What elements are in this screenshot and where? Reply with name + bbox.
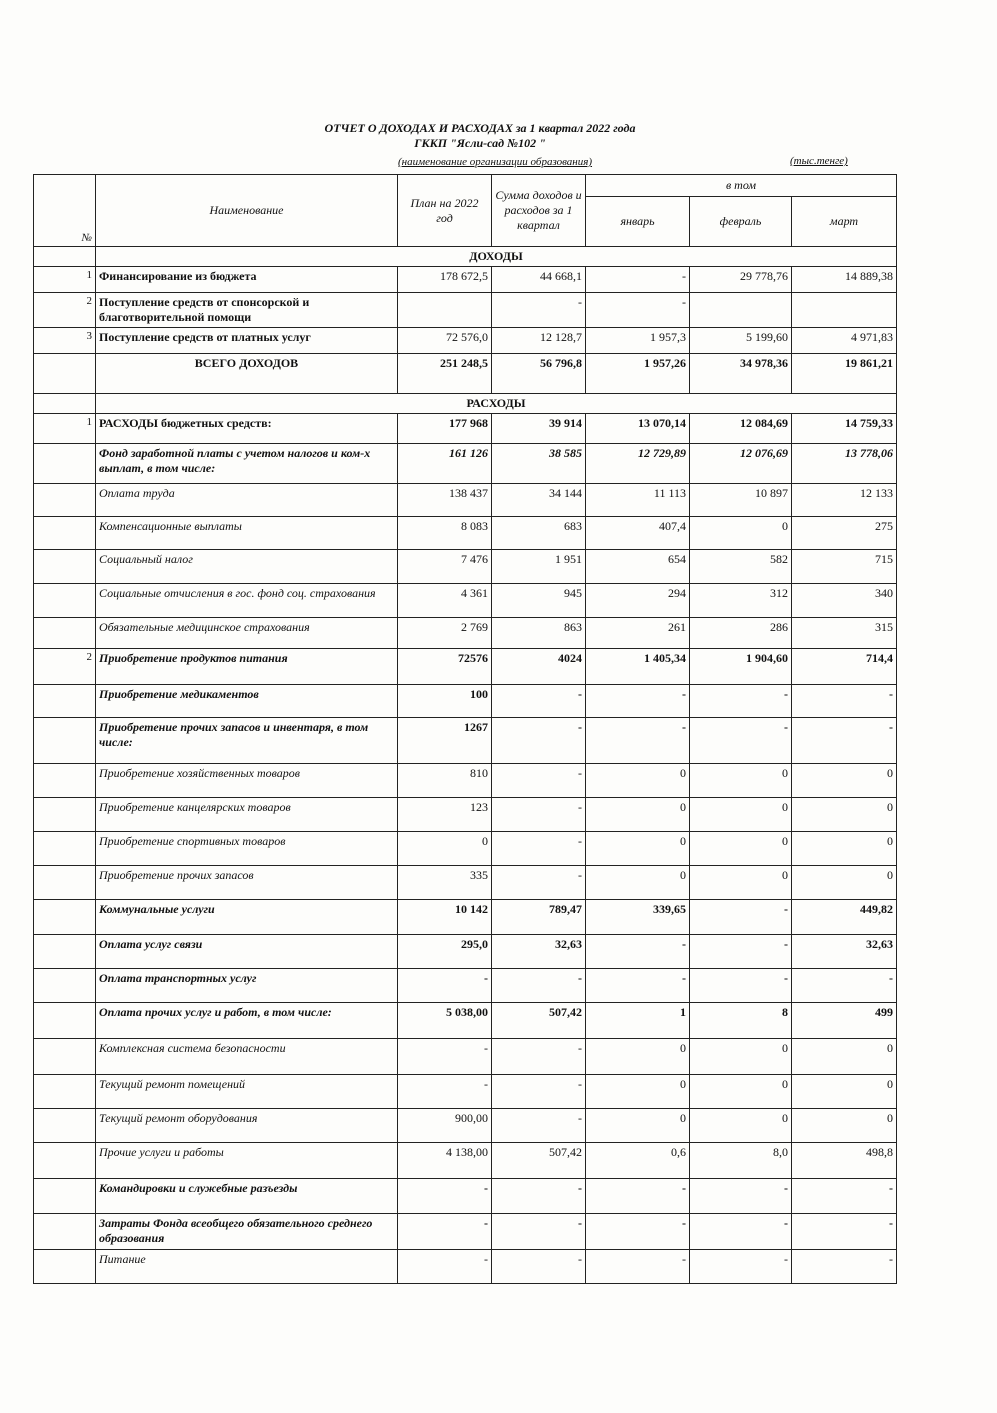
row-sum: - bbox=[492, 1250, 586, 1284]
row-plan: 4 361 bbox=[398, 584, 492, 618]
table-row bbox=[34, 618, 897, 649]
table-row bbox=[34, 832, 897, 866]
row-mar: 275 bbox=[792, 517, 897, 550]
row-sum: - bbox=[492, 1039, 586, 1075]
row-plan: 123 bbox=[398, 798, 492, 832]
row-mar: 0 bbox=[792, 764, 897, 798]
row-sum: 945 bbox=[492, 584, 586, 618]
row-sum: - bbox=[492, 293, 586, 328]
row-sum: 863 bbox=[492, 618, 586, 649]
table-row bbox=[34, 484, 897, 517]
row-jan: - bbox=[586, 685, 690, 718]
row-plan: 900,00 bbox=[398, 1109, 492, 1143]
expense-header bbox=[34, 394, 897, 414]
row-feb: 34 978,36 bbox=[690, 354, 792, 394]
row-plan: 4 138,00 bbox=[398, 1143, 492, 1179]
row-jan: 0 bbox=[586, 1109, 690, 1143]
row-no bbox=[34, 618, 96, 649]
table-row bbox=[34, 1075, 897, 1109]
row-jan: - bbox=[586, 969, 690, 1003]
row-feb: 10 897 bbox=[690, 484, 792, 517]
row-name: Командировки и служебные разъезды bbox=[96, 1179, 398, 1214]
table-row bbox=[34, 267, 897, 293]
row-no bbox=[34, 394, 96, 414]
row-plan: 2 769 bbox=[398, 618, 492, 649]
table-row bbox=[34, 1250, 897, 1284]
row-mar: 449,82 bbox=[792, 900, 897, 935]
row-feb: - bbox=[690, 1250, 792, 1284]
row-no: 2 bbox=[34, 649, 96, 685]
table-row bbox=[34, 354, 897, 394]
row-mar: - bbox=[792, 1179, 897, 1214]
table-row bbox=[34, 969, 897, 1003]
row-mar bbox=[792, 293, 897, 328]
row-no bbox=[34, 1250, 96, 1284]
table-row bbox=[34, 1003, 897, 1039]
row-sum: 39 914 bbox=[492, 414, 586, 444]
row-no bbox=[34, 718, 96, 764]
row-jan: 0 bbox=[586, 764, 690, 798]
row-jan: 12 729,89 bbox=[586, 444, 690, 484]
row-sum: 34 144 bbox=[492, 484, 586, 517]
row-sum: - bbox=[492, 685, 586, 718]
row-plan: 138 437 bbox=[398, 484, 492, 517]
row-name: Оплата труда bbox=[96, 484, 398, 517]
row-sum: 12 128,7 bbox=[492, 328, 586, 354]
row-name: ВСЕГО ДОХОДОВ bbox=[96, 354, 398, 394]
row-name: Финансирование из бюджета bbox=[96, 267, 398, 293]
row-name: Социальные отчисления в гос. фонд соц. страхования bbox=[96, 584, 398, 618]
row-feb: 1 904,60 bbox=[690, 649, 792, 685]
table-row bbox=[34, 866, 897, 900]
row-feb: 0 bbox=[690, 1039, 792, 1075]
row-jan: 407,4 bbox=[586, 517, 690, 550]
row-sum: - bbox=[492, 718, 586, 764]
row-jan: - bbox=[586, 1250, 690, 1284]
row-plan: 72576 bbox=[398, 649, 492, 685]
row-mar: 498,8 bbox=[792, 1143, 897, 1179]
table-body bbox=[34, 247, 897, 1284]
row-mar: 0 bbox=[792, 1039, 897, 1075]
row-feb: 286 bbox=[690, 618, 792, 649]
row-sum: 56 796,8 bbox=[492, 354, 586, 394]
table-row bbox=[34, 1143, 897, 1179]
row-no: 2 bbox=[34, 293, 96, 328]
row-mar: 32,63 bbox=[792, 935, 897, 969]
row-no bbox=[34, 832, 96, 866]
row-no bbox=[34, 1039, 96, 1075]
row-jan: 0 bbox=[586, 1075, 690, 1109]
row-jan: 1 405,34 bbox=[586, 649, 690, 685]
row-feb: 312 bbox=[690, 584, 792, 618]
row-name: Приобретение прочих запасов bbox=[96, 866, 398, 900]
table-row bbox=[34, 584, 897, 618]
row-feb: 0 bbox=[690, 866, 792, 900]
row-sum: 683 bbox=[492, 517, 586, 550]
row-plan: 7 476 bbox=[398, 550, 492, 584]
row-name: Поступление средств от платных услуг bbox=[96, 328, 398, 354]
table-row bbox=[34, 414, 897, 444]
table-row bbox=[34, 1214, 897, 1250]
row-jan: - bbox=[586, 267, 690, 293]
row-mar: - bbox=[792, 1214, 897, 1250]
row-mar: 0 bbox=[792, 1109, 897, 1143]
row-plan bbox=[398, 293, 492, 328]
row-no bbox=[34, 1179, 96, 1214]
row-no bbox=[34, 764, 96, 798]
row-no bbox=[34, 354, 96, 394]
table-row bbox=[34, 798, 897, 832]
row-plan: 251 248,5 bbox=[398, 354, 492, 394]
row-mar: - bbox=[792, 718, 897, 764]
row-plan: 335 bbox=[398, 866, 492, 900]
row-feb: 0 bbox=[690, 1109, 792, 1143]
row-jan: 0 bbox=[586, 1039, 690, 1075]
row-feb: - bbox=[690, 1179, 792, 1214]
row-name: Оплата услуг связи bbox=[96, 935, 398, 969]
row-sum: - bbox=[492, 832, 586, 866]
table-row bbox=[34, 1179, 897, 1214]
report-table bbox=[33, 174, 897, 1284]
row-mar: 0 bbox=[792, 1075, 897, 1109]
row-no bbox=[34, 1109, 96, 1143]
row-mar: - bbox=[792, 969, 897, 1003]
row-jan: - bbox=[586, 718, 690, 764]
row-feb: 5 199,60 bbox=[690, 328, 792, 354]
row-jan: 11 113 bbox=[586, 484, 690, 517]
row-feb bbox=[690, 293, 792, 328]
unit-note: (тыс.тенге) bbox=[790, 155, 848, 167]
row-no bbox=[34, 798, 96, 832]
row-mar: 13 778,06 bbox=[792, 444, 897, 484]
row-no bbox=[34, 550, 96, 584]
row-plan: 10 142 bbox=[398, 900, 492, 935]
row-jan: 0 bbox=[586, 866, 690, 900]
row-plan: 100 bbox=[398, 685, 492, 718]
org-name: ГККП "Ясли-сад №102 " bbox=[414, 136, 546, 150]
row-feb: 29 778,76 bbox=[690, 267, 792, 293]
row-plan: 5 038,00 bbox=[398, 1003, 492, 1039]
col-feb: февраль bbox=[690, 197, 792, 247]
row-name: Обязательные медицинское страхования bbox=[96, 618, 398, 649]
row-jan: 0 bbox=[586, 798, 690, 832]
row-plan: 295,0 bbox=[398, 935, 492, 969]
row-mar: - bbox=[792, 1250, 897, 1284]
row-feb: - bbox=[690, 935, 792, 969]
row-feb: - bbox=[690, 685, 792, 718]
row-no bbox=[34, 1214, 96, 1250]
row-mar: 14 889,38 bbox=[792, 267, 897, 293]
table-row bbox=[34, 444, 897, 484]
row-name: Компенсационные выплаты bbox=[96, 517, 398, 550]
table-row bbox=[34, 685, 897, 718]
row-sum: - bbox=[492, 1214, 586, 1250]
row-name: Приобретение спортивных товаров bbox=[96, 832, 398, 866]
row-name: Питание bbox=[96, 1250, 398, 1284]
row-jan: 294 bbox=[586, 584, 690, 618]
row-feb: 0 bbox=[690, 832, 792, 866]
col-plan: План на 2022 год bbox=[398, 175, 492, 247]
col-name: Наименование bbox=[96, 175, 398, 247]
row-no bbox=[34, 685, 96, 718]
row-sum: - bbox=[492, 1179, 586, 1214]
row-mar: - bbox=[792, 685, 897, 718]
row-jan: 13 070,14 bbox=[586, 414, 690, 444]
table-row bbox=[34, 517, 897, 550]
table-row bbox=[34, 764, 897, 798]
row-sum: - bbox=[492, 866, 586, 900]
row-no bbox=[34, 1143, 96, 1179]
row-jan: 0 bbox=[586, 832, 690, 866]
row-plan: - bbox=[398, 969, 492, 1003]
row-plan: - bbox=[398, 1214, 492, 1250]
row-feb: - bbox=[690, 969, 792, 1003]
row-feb: 12 076,69 bbox=[690, 444, 792, 484]
table-row bbox=[34, 1109, 897, 1143]
row-feb: 0 bbox=[690, 764, 792, 798]
row-sum: 507,42 bbox=[492, 1003, 586, 1039]
row-sum: 789,47 bbox=[492, 900, 586, 935]
row-name: Приобретение продуктов питания bbox=[96, 649, 398, 685]
row-no bbox=[34, 900, 96, 935]
row-no bbox=[34, 247, 96, 267]
row-plan: 8 083 bbox=[398, 517, 492, 550]
row-feb: 0 bbox=[690, 798, 792, 832]
row-no: 1 bbox=[34, 414, 96, 444]
table-row bbox=[34, 649, 897, 685]
row-jan: 339,65 bbox=[586, 900, 690, 935]
row-name: Затраты Фонда всеобщего обязательного среднего образования bbox=[96, 1214, 398, 1250]
row-mar: 19 861,21 bbox=[792, 354, 897, 394]
row-no bbox=[34, 969, 96, 1003]
row-mar: 12 133 bbox=[792, 484, 897, 517]
col-jan: январь bbox=[586, 197, 690, 247]
table-row bbox=[34, 328, 897, 354]
row-name: Социальный налог bbox=[96, 550, 398, 584]
row-mar: 340 bbox=[792, 584, 897, 618]
row-plan: 161 126 bbox=[398, 444, 492, 484]
row-jan: 1 bbox=[586, 1003, 690, 1039]
row-jan: 1 957,26 bbox=[586, 354, 690, 394]
row-plan: - bbox=[398, 1039, 492, 1075]
row-name: Прочие услуги и работы bbox=[96, 1143, 398, 1179]
row-plan: - bbox=[398, 1075, 492, 1109]
col-no: № bbox=[34, 175, 96, 247]
row-plan: 177 968 bbox=[398, 414, 492, 444]
row-feb: 0 bbox=[690, 517, 792, 550]
row-feb: 8,0 bbox=[690, 1143, 792, 1179]
row-mar: 0 bbox=[792, 832, 897, 866]
row-mar: 715 bbox=[792, 550, 897, 584]
row-jan: 654 bbox=[586, 550, 690, 584]
row-jan: - bbox=[586, 935, 690, 969]
row-no bbox=[34, 1003, 96, 1039]
row-name: Фонд заработной платы с учетом налогов и ком-х выплат, в том числе: bbox=[96, 444, 398, 484]
row-sum: - bbox=[492, 764, 586, 798]
row-sum: - bbox=[492, 969, 586, 1003]
row-name: Оплата транспортных услуг bbox=[96, 969, 398, 1003]
row-sum: - bbox=[492, 1109, 586, 1143]
report-title: ОТЧЕТ О ДОХОДАХ И РАСХОДАХ за 1 квартал 2022 года bbox=[324, 121, 636, 135]
row-sum: 38 585 bbox=[492, 444, 586, 484]
table-row bbox=[34, 935, 897, 969]
row-mar: 4 971,83 bbox=[792, 328, 897, 354]
row-plan: 178 672,5 bbox=[398, 267, 492, 293]
row-mar: 499 bbox=[792, 1003, 897, 1039]
expense-header-label: РАСХОДЫ bbox=[96, 394, 897, 414]
row-no bbox=[34, 866, 96, 900]
row-plan: 1267 bbox=[398, 718, 492, 764]
row-feb: - bbox=[690, 1214, 792, 1250]
row-no: 1 bbox=[34, 267, 96, 293]
row-no bbox=[34, 484, 96, 517]
row-name: РАСХОДЫ бюджетных средств: bbox=[96, 414, 398, 444]
row-sum: 1 951 bbox=[492, 550, 586, 584]
row-sum: 44 668,1 bbox=[492, 267, 586, 293]
row-no bbox=[34, 935, 96, 969]
row-jan: - bbox=[586, 293, 690, 328]
row-jan: - bbox=[586, 1214, 690, 1250]
col-including: в том bbox=[586, 175, 897, 197]
row-jan: 1 957,3 bbox=[586, 328, 690, 354]
org-note: (наименование организации образования) bbox=[398, 156, 593, 168]
row-mar: 0 bbox=[792, 798, 897, 832]
income-header-label: ДОХОДЫ bbox=[96, 247, 897, 267]
row-plan: - bbox=[398, 1250, 492, 1284]
row-no bbox=[34, 1075, 96, 1109]
row-name: Коммунальные услуги bbox=[96, 900, 398, 935]
row-name: Поступление средств от спонсорской и благотворительной помощи bbox=[96, 293, 398, 328]
row-jan: 0,6 bbox=[586, 1143, 690, 1179]
row-feb: 8 bbox=[690, 1003, 792, 1039]
table-row bbox=[34, 550, 897, 584]
row-sum: 4024 bbox=[492, 649, 586, 685]
row-plan: 0 bbox=[398, 832, 492, 866]
row-feb: 582 bbox=[690, 550, 792, 584]
row-feb: - bbox=[690, 900, 792, 935]
row-name: Приобретение прочих запасов и инвентаря, в том числе: bbox=[96, 718, 398, 764]
row-feb: 0 bbox=[690, 1075, 792, 1109]
row-jan: 261 bbox=[586, 618, 690, 649]
row-mar: 14 759,33 bbox=[792, 414, 897, 444]
row-no: 3 bbox=[34, 328, 96, 354]
row-name: Комплексная система безопасности bbox=[96, 1039, 398, 1075]
row-name: Текущий ремонт помещений bbox=[96, 1075, 398, 1109]
row-sum: - bbox=[492, 798, 586, 832]
row-name: Приобретение хозяйственных товаров bbox=[96, 764, 398, 798]
col-mar: март bbox=[792, 197, 897, 247]
row-sum: 507,42 bbox=[492, 1143, 586, 1179]
col-sum: Сумма доходов и расходов за 1 квартал bbox=[492, 175, 586, 247]
table-row bbox=[34, 718, 897, 764]
row-no bbox=[34, 517, 96, 550]
row-name: Приобретение медикаментов bbox=[96, 685, 398, 718]
row-no bbox=[34, 444, 96, 484]
row-mar: 315 bbox=[792, 618, 897, 649]
row-mar: 714,4 bbox=[792, 649, 897, 685]
row-mar: 0 bbox=[792, 866, 897, 900]
row-sum: 32,63 bbox=[492, 935, 586, 969]
row-name: Текущий ремонт оборудования bbox=[96, 1109, 398, 1143]
table-row bbox=[34, 293, 897, 328]
row-sum: - bbox=[492, 1075, 586, 1109]
table-row bbox=[34, 1039, 897, 1075]
row-no bbox=[34, 584, 96, 618]
table-row bbox=[34, 900, 897, 935]
row-plan: 810 bbox=[398, 764, 492, 798]
row-jan: - bbox=[586, 1179, 690, 1214]
row-name: Оплата прочих услуг и работ, в том числе: bbox=[96, 1003, 398, 1039]
row-feb: - bbox=[690, 718, 792, 764]
row-plan: 72 576,0 bbox=[398, 328, 492, 354]
row-plan: - bbox=[398, 1179, 492, 1214]
income-header bbox=[34, 247, 897, 267]
row-feb: 12 084,69 bbox=[690, 414, 792, 444]
row-name: Приобретение канцелярских товаров bbox=[96, 798, 398, 832]
